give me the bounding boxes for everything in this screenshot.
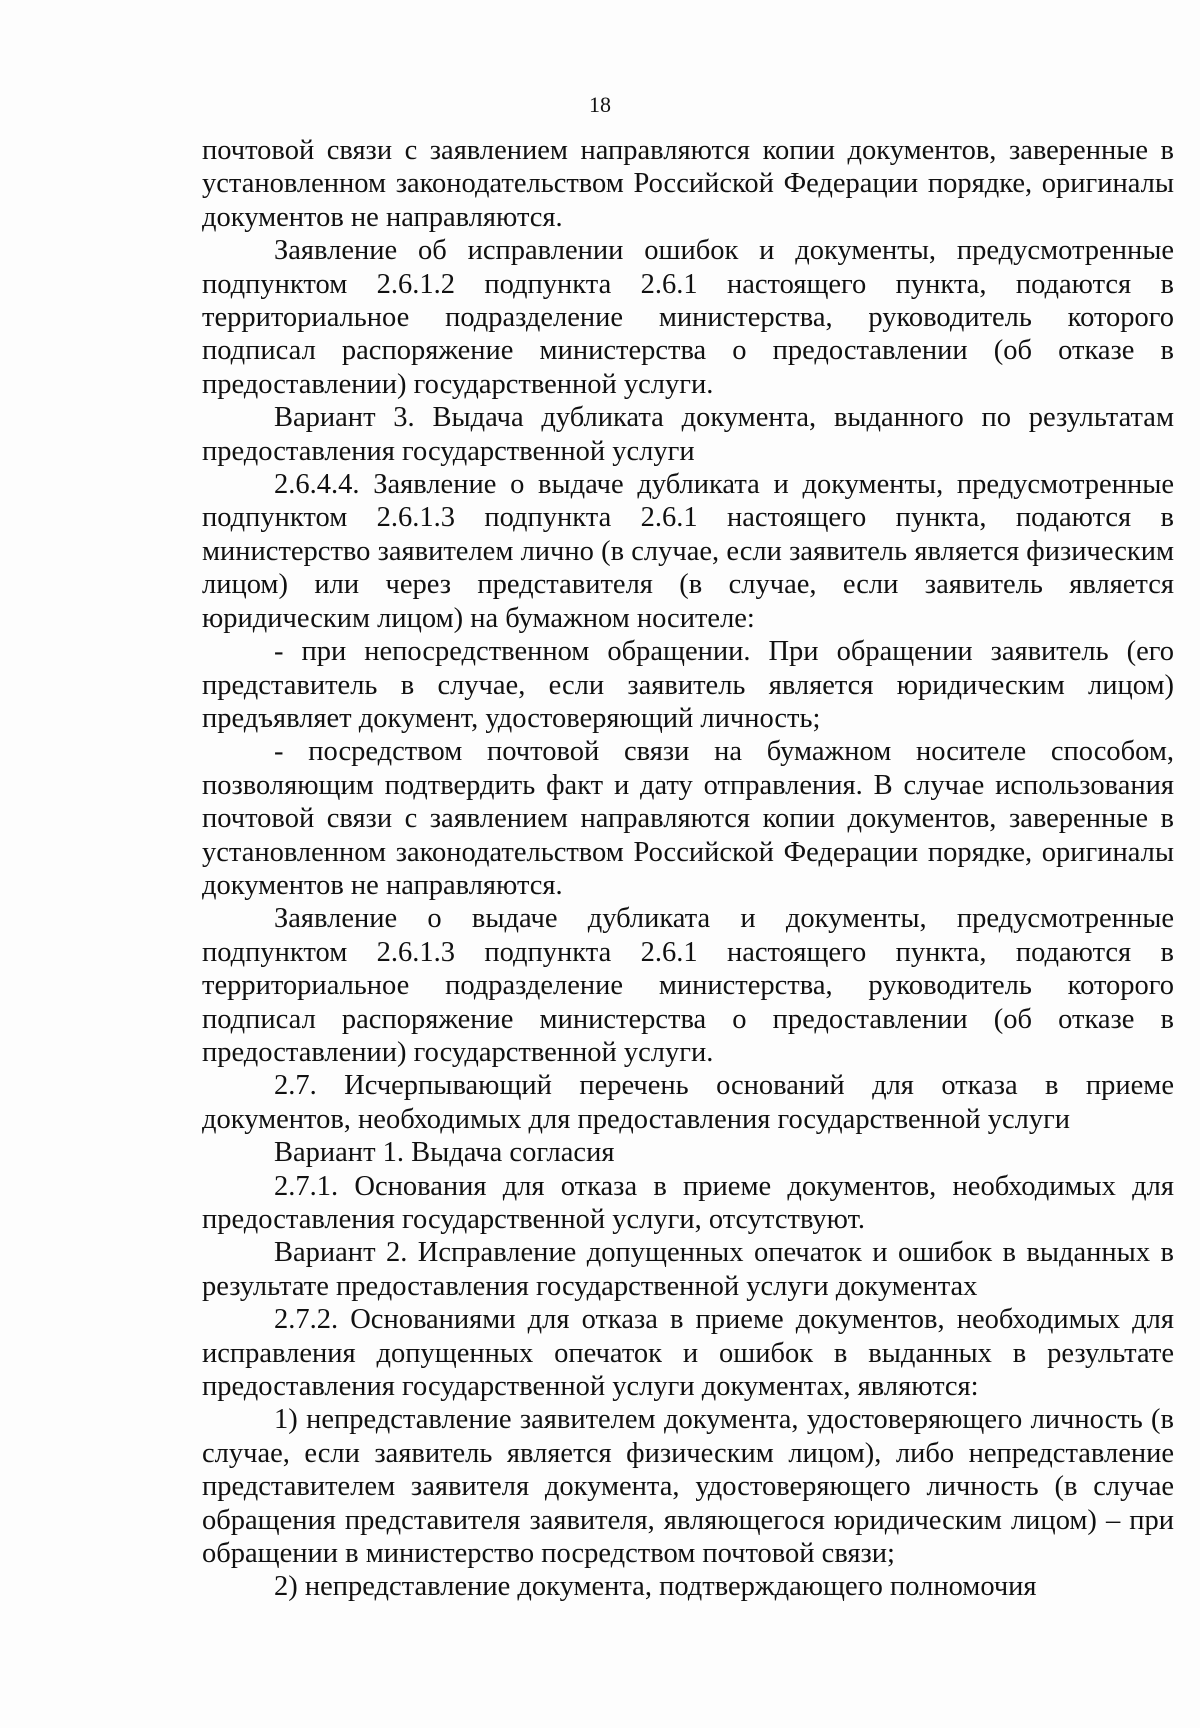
paragraph: - посредством почтовой связи на бумажном носителе способом, позволяющим подтвердить факт и дату отправления. В случае использования почтовой связи с заявлением направляются копии документов, заверенные в установленном законодательством Российской Федерации порядке, оригиналы документов не направляются. xyxy=(202,736,1174,901)
paragraph: Вариант 2. Исправление допущенных опечаток и ошибок в выданных в результате предоставления государственной услуги документах xyxy=(202,1237,1174,1302)
paragraph: 2.7.2. Основаниями для отказа в приеме документов, необходимых для исправления допущенных опечаток и ошибок в выданных в результате предоставления государственной услуги документах, являются: xyxy=(202,1304,1174,1403)
paragraph: 2) непредставление документа, подтверждающего полномочия xyxy=(274,1571,1037,1603)
paragraph: Заявление о выдаче дубликата и документы, предусмотренные подпунктом 2.6.1.3 подпункта 2.6.1 настоящего пункта, подаются в территориальное подразделение министерства, руководитель которого подписал распоряжение министерства о предоставлении (об отказе в предоставлении) государственной услуги. xyxy=(202,903,1174,1068)
paragraph: 2.6.4.4. Заявление о выдаче дубликата и документы, предусмотренные подпунктом 2.6.1.3 подпункта 2.6.1 настоящего пункта, подаются в министерство заявителем лично (в случае, если заявитель является физическим лицом) или через представителя (в случае, если заявитель является юридическим лицом) на бумажном носителе: xyxy=(202,469,1174,634)
document-body xyxy=(202,134,1174,1604)
paragraph: 2.7.1. Основания для отказа в приеме документов, необходимых для предоставления государственной услуги, отсутствуют. xyxy=(202,1170,1174,1235)
paragraph: почтовой связи с заявлением направляются копии документов, заверенные в установленном законодательством Российской Федерации порядке, оригиналы документов не направляются. xyxy=(202,135,1174,233)
paragraph: Заявление об исправлении ошибок и документы, предусмотренные подпунктом 2.6.1.2 подпункта 2.6.1 настоящего пункта, подаются в территориальное подразделение министерства, руководитель которого подписал распоряжение министерства о предоставлении (об отказе в предоставлении) государственной услуги. xyxy=(202,235,1174,400)
paragraph: 1) непредставление заявителем документа, удостоверяющего личность (в случае, если заявитель является физическим лицом), либо непредставление представителем заявителя документа, удостоверяющего личность (в случае обращения представителя заявителя, являющегося юридическим лицом) – при обращении в министерство посредством почтовой связи; xyxy=(202,1404,1174,1570)
paragraph: Вариант 3. Выдача дубликата документа, выданного по результатам предоставления государственной услуги xyxy=(202,402,1174,467)
paragraph: Вариант 1. Выдача согласия xyxy=(274,1137,615,1169)
paragraph: 2.7. Исчерпывающий перечень оснований для отказа в приеме документов, необходимых для предоставления государственной услуги xyxy=(202,1070,1174,1135)
paragraph: - при непосредственном обращении. При обращении заявитель (его представитель в случае, если заявитель является юридическим лицом) предъявляет документ, удостоверяющий личность; xyxy=(202,636,1174,734)
page-number: 18 xyxy=(589,92,611,117)
